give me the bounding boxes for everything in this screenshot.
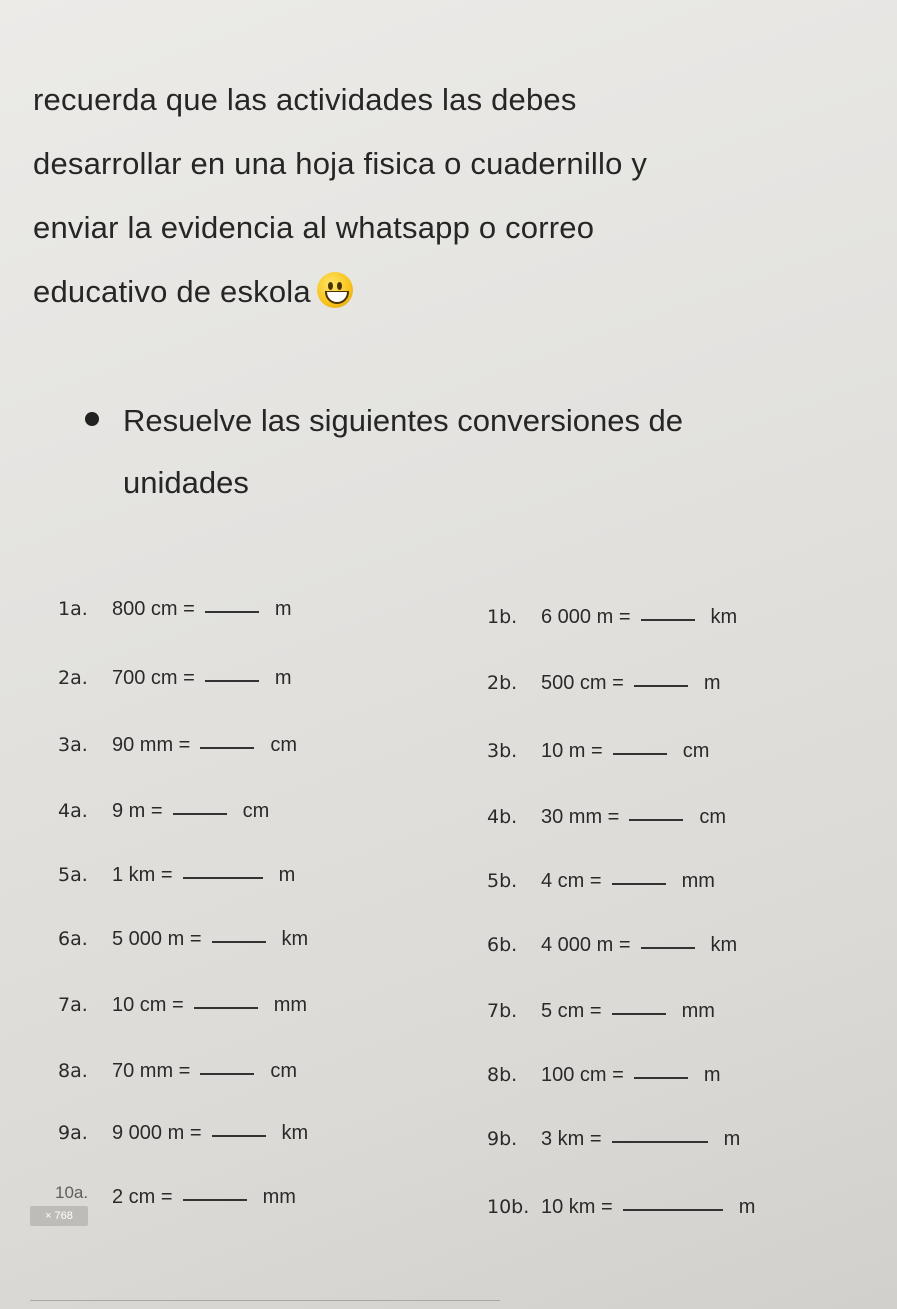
exercise-unit: mm bbox=[681, 870, 715, 892]
exercise-unit: cm bbox=[242, 800, 270, 822]
exercise-number: 3a. bbox=[58, 734, 88, 756]
exercise-3a bbox=[58, 734, 297, 757]
exercise-unit: mm bbox=[273, 994, 308, 1016]
instruction-bullet bbox=[85, 390, 845, 514]
exercise-7b bbox=[487, 1000, 715, 1023]
exercise-number: 4a. bbox=[58, 800, 88, 822]
exercise-unit: km bbox=[710, 606, 738, 628]
answer-blank bbox=[212, 941, 266, 943]
exercise-10b bbox=[487, 1196, 755, 1219]
answer-blank bbox=[194, 1007, 258, 1009]
exercise-unit: cm bbox=[270, 1060, 298, 1082]
answer-blank bbox=[183, 1199, 247, 1201]
exercise-number: 3b. bbox=[487, 740, 518, 762]
exercise-expression: 10 m = bbox=[541, 740, 603, 762]
exercise-expression: 1 km = bbox=[112, 864, 173, 886]
answer-blank bbox=[641, 947, 695, 949]
instruction-text bbox=[123, 390, 845, 514]
exercise-6b bbox=[487, 934, 737, 957]
exercise-1b bbox=[487, 606, 737, 629]
answer-blank bbox=[183, 877, 263, 879]
exercise-unit: km bbox=[710, 934, 738, 956]
exercise-expression: 2 cm = bbox=[112, 1186, 173, 1208]
intro-paragraph bbox=[33, 68, 863, 324]
exercise-number: 2a. bbox=[58, 667, 88, 689]
exercise-1a bbox=[58, 598, 292, 621]
exercise-number: 4b. bbox=[487, 806, 518, 828]
exercise-number: 7b. bbox=[487, 1000, 518, 1022]
exercise-expression: 800 cm = bbox=[112, 598, 195, 620]
exercise-number: 1a. bbox=[58, 598, 88, 620]
exercise-unit: m bbox=[703, 672, 721, 694]
exercise-expression: 9 000 m = bbox=[112, 1122, 202, 1144]
exercise-unit: cm bbox=[270, 734, 298, 756]
exercise-unit: m bbox=[723, 1128, 741, 1150]
exercise-expression: 30 mm = bbox=[541, 806, 620, 828]
exercise-9a bbox=[58, 1122, 308, 1145]
intro-line-3: enviar la evidencia al whatsapp o correo bbox=[33, 210, 595, 245]
intro-line-4-text: educativo de eskola bbox=[33, 274, 311, 309]
exercise-unit: cm bbox=[699, 806, 727, 828]
intro-line-1: recuerda que las actividades las debes bbox=[33, 82, 577, 117]
exercise-3b bbox=[487, 740, 709, 763]
exercise-number: 6a. bbox=[58, 928, 88, 950]
exercise-number: 5a. bbox=[58, 864, 88, 886]
answer-blank bbox=[612, 1013, 666, 1015]
exercise-number: 5b. bbox=[487, 870, 518, 892]
exercise-expression: 10 km = bbox=[541, 1196, 613, 1218]
bullet-icon bbox=[85, 412, 99, 426]
exercise-number: 9a. bbox=[58, 1122, 88, 1144]
exercise-number: 7a. bbox=[58, 994, 88, 1016]
answer-blank bbox=[205, 680, 259, 682]
exercise-number: 2b. bbox=[487, 672, 518, 694]
exercise-expression: 70 mm = bbox=[112, 1060, 191, 1082]
answer-blank bbox=[200, 747, 254, 749]
instruction-line-1: Resuelve las siguientes conversiones de bbox=[123, 403, 684, 438]
exercise-2b bbox=[487, 672, 721, 695]
exercise-6a bbox=[58, 928, 308, 951]
answer-blank bbox=[173, 813, 227, 815]
exercise-number: 6b. bbox=[487, 934, 518, 956]
exercise-number: 8a. bbox=[58, 1060, 88, 1082]
partial-exercise-number: 10a. bbox=[55, 1183, 89, 1202]
grinning-face-icon bbox=[317, 272, 353, 308]
answer-blank bbox=[205, 611, 259, 613]
exercise-unit: mm bbox=[681, 1000, 715, 1022]
divider-line bbox=[30, 1300, 500, 1301]
exercise-expression: 5 000 m = bbox=[112, 928, 202, 950]
exercise-10a bbox=[58, 1186, 296, 1209]
instruction-line-2: unidades bbox=[123, 465, 249, 500]
exercise-8b bbox=[487, 1064, 721, 1087]
exercise-unit: m bbox=[738, 1196, 756, 1218]
exercise-unit: m bbox=[274, 667, 292, 689]
intro-line-4 bbox=[33, 260, 863, 324]
answer-blank bbox=[613, 753, 667, 755]
exercise-unit: m bbox=[703, 1064, 721, 1086]
exercise-number: 8b. bbox=[487, 1064, 518, 1086]
answer-blank bbox=[212, 1135, 266, 1137]
answer-blank bbox=[641, 619, 695, 621]
exercise-expression: 90 mm = bbox=[112, 734, 191, 756]
exercise-8a bbox=[58, 1060, 297, 1083]
exercise-number: 1b. bbox=[487, 606, 518, 628]
exercise-expression: 500 cm = bbox=[541, 672, 624, 694]
answer-blank bbox=[634, 1077, 688, 1079]
exercise-expression: 6 000 m = bbox=[541, 606, 631, 628]
exercise-expression: 100 cm = bbox=[541, 1064, 624, 1086]
exercise-expression: 3 km = bbox=[541, 1128, 602, 1150]
image-size-tag: × 768 bbox=[30, 1206, 88, 1226]
exercise-expression: 700 cm = bbox=[112, 667, 195, 689]
exercise-5b bbox=[487, 870, 715, 893]
answer-blank bbox=[612, 883, 666, 885]
exercise-expression: 9 m = bbox=[112, 800, 163, 822]
answer-blank bbox=[629, 819, 683, 821]
answer-blank bbox=[623, 1209, 723, 1211]
exercise-unit: mm bbox=[262, 1186, 296, 1208]
exercise-unit: km bbox=[281, 1122, 309, 1144]
answer-blank bbox=[634, 685, 688, 687]
exercise-2a bbox=[58, 667, 292, 690]
exercise-unit: m bbox=[274, 598, 292, 620]
exercise-expression: 4 000 m = bbox=[541, 934, 631, 956]
exercise-expression: 10 cm = bbox=[112, 994, 184, 1016]
exercise-number: 9b. bbox=[487, 1128, 518, 1150]
intro-line-2: desarrollar en una hoja fisica o cuadernillo y bbox=[33, 146, 648, 181]
exercise-7a bbox=[58, 994, 307, 1017]
exercise-expression: 5 cm = bbox=[541, 1000, 602, 1022]
answer-blank bbox=[612, 1141, 708, 1143]
exercise-unit: m bbox=[278, 864, 296, 886]
answer-blank bbox=[200, 1073, 254, 1075]
exercise-4a bbox=[58, 800, 269, 823]
exercise-4b bbox=[487, 806, 726, 829]
exercise-expression: 4 cm = bbox=[541, 870, 602, 892]
exercise-9b bbox=[487, 1128, 740, 1151]
exercise-number: 10b. bbox=[487, 1196, 530, 1218]
exercise-unit: km bbox=[281, 928, 309, 950]
exercise-5a bbox=[58, 864, 295, 887]
exercise-unit: cm bbox=[682, 740, 710, 762]
